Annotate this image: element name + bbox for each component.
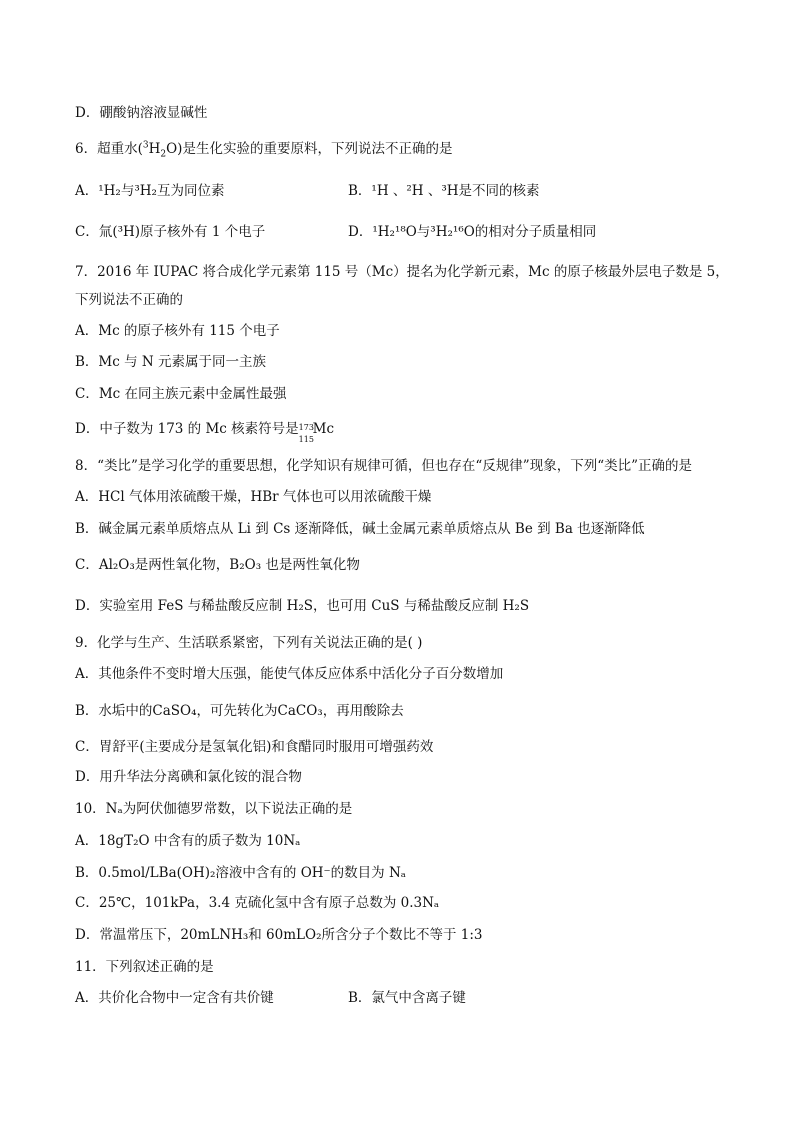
- q6-stem: 6．超重水$(^3H_2O)$是生化实验的重要原料，下列说法不正确的是: [75, 140, 453, 160]
- q6-option-b: B．¹H 、²H 、³H是不同的核素: [348, 183, 540, 199]
- q7-option-d: D．中子数为 173 的 Mc 核素符号是 173 115 Mc: [75, 421, 335, 444]
- q9-option-c: C．胃舒平(主要成分是氢氧化铝)和食醋同时服用可增强药效: [75, 739, 434, 755]
- q11-option-b: B．氯气中含离子键: [348, 990, 466, 1006]
- q11-option-a: A．共价化合物中一定含有共价键: [75, 990, 274, 1006]
- q9-option-d: D．用升华法分离碘和氯化铵的混合物: [75, 769, 302, 785]
- q10-option-c: C．25℃，101kPa，3.4 克硫化氢中含有原子总数为 0.3Nₐ: [75, 895, 440, 911]
- nuclide-notation: 173 115: [298, 422, 314, 444]
- q11-stem: 11．下列叙述正确的是: [75, 959, 214, 975]
- q6-option-c: C．氚(³H)原子核外有 1 个电子: [75, 224, 266, 240]
- q9-option-b: B．水垢中的CaSO₄，可先转化为CaCO₃，再用酸除去: [75, 703, 404, 719]
- q8-option-d: D．实验室用 FeS 与稀盐酸反应制 H₂S，也可用 CuS 与稀盐酸反应制 H₂S: [75, 598, 530, 614]
- q8-stem: 8．“类比”是学习化学的重要思想，化学知识有规律可循，但也存在“反规律”现象，下列“类比”正确的是: [75, 458, 692, 474]
- q8-option-a: A．HCl 气体用浓硫酸干燥，HBr 气体也可以用浓硫酸干燥: [75, 489, 432, 505]
- q7-option-c: C．Mc 在同主族元素中金属性最强: [75, 386, 287, 402]
- q10-stem: 10．Nₐ为阿伏伽德罗常数，以下说法正确的是: [75, 801, 353, 817]
- q8-option-b: B．碱金属元素单质熔点从 Li 到 Cs 逐渐降低，碱土金属元素单质熔点从 Be 到 Ba 也逐渐降低: [75, 521, 645, 537]
- q10-option-b: B．0.5mol/LBa(OH)₂溶液中含有的 OH⁻的数目为 Nₐ: [75, 865, 406, 881]
- q7-stem-line2: 下列说法不正确的: [75, 292, 183, 308]
- q5-option-d: D．硼酸钠溶液显碱性: [75, 105, 208, 121]
- q7-stem-line1: 7．2016 年 IUPAC 将合成化学元素第 115 号（Mc）提名为化学新元素，Mc 的原子核最外层电子数是 5，: [75, 264, 729, 280]
- q6-option-a: A．¹H₂与³H₂互为同位素: [75, 183, 225, 199]
- q10-option-a: A．18gT₂O 中含有的质子数为 10Nₐ: [75, 833, 301, 849]
- q7-option-a: A．Mc 的原子核外有 115 个电子: [75, 323, 280, 339]
- q7-option-b: B．Mc 与 N 元素属于同一主族: [75, 354, 266, 370]
- q8-option-c: C．Al₂O₃是两性氧化物，B₂O₃ 也是两性氧化物: [75, 557, 360, 573]
- q10-option-d: D．常温常压下，20mLNH₃和 60mLO₂所含分子个数比不等于 1:3: [75, 927, 483, 943]
- q9-stem: 9．化学与生产、生活联系紧密，下列有关说法正确的是( ): [75, 635, 423, 651]
- q6-option-d: D．¹H₂¹⁸O与³H₂¹⁶O的相对分子质量相同: [348, 224, 597, 240]
- q9-option-a: A．其他条件不变时增大压强，能使气体反应体系中活化分子百分数增加: [75, 666, 504, 682]
